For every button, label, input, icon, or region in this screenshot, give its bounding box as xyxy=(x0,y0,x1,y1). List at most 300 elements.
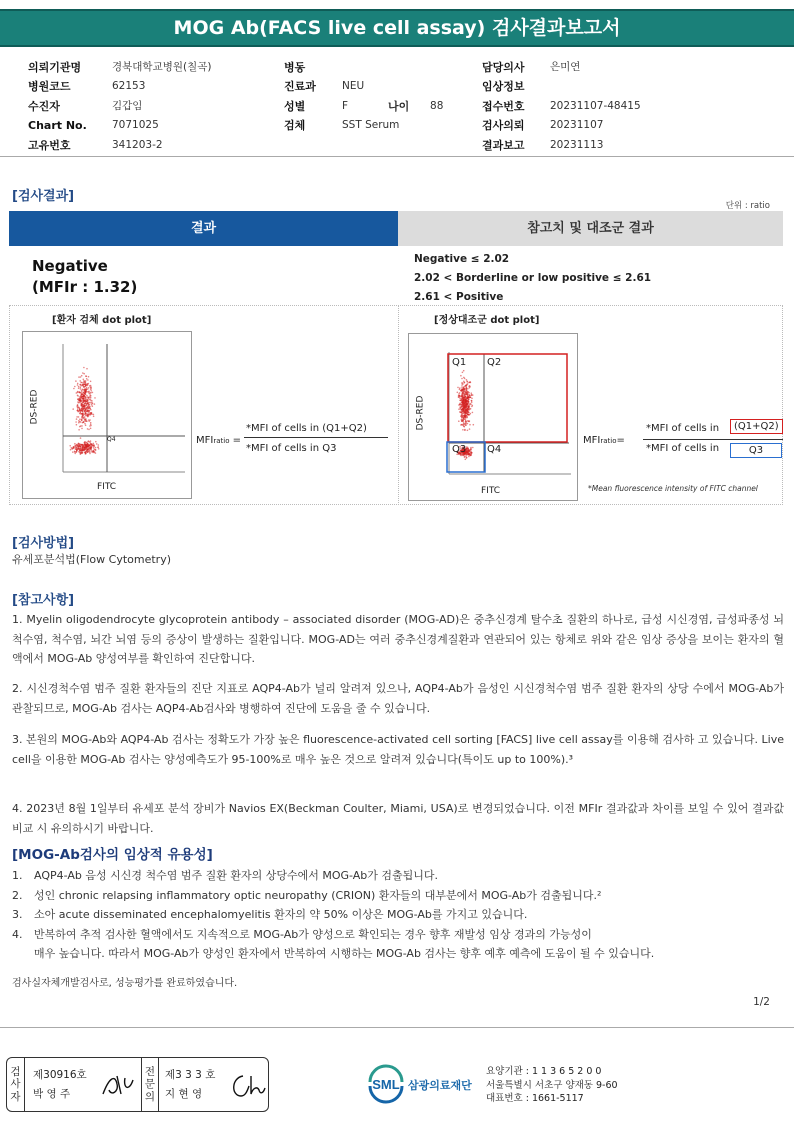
clinical-item: 3. 소아 acute disseminated encephalomyelitis 환자의 약 50% 이상은 MOG-Ab를 가지고 있습니다. xyxy=(12,908,528,921)
dot-point xyxy=(82,384,84,386)
dot-point xyxy=(468,409,470,411)
dot-point xyxy=(79,398,81,400)
dot-point xyxy=(461,406,463,408)
dot-point xyxy=(77,395,79,397)
dot-point xyxy=(74,451,76,453)
age-label: 나이 xyxy=(388,99,410,113)
formula-numerator-prefix: *MFI of cells in xyxy=(646,423,720,434)
dot-point xyxy=(85,391,87,393)
dot-point xyxy=(75,448,77,450)
dot-point xyxy=(95,441,97,443)
dot-point xyxy=(84,383,86,385)
dot-point xyxy=(81,405,83,407)
dot-point xyxy=(467,430,469,432)
dot-point xyxy=(80,388,82,390)
dot-point xyxy=(468,449,470,451)
dot-point xyxy=(467,388,469,390)
dot-point xyxy=(77,410,79,412)
dot-point xyxy=(83,373,85,375)
clinical-item: 1. AQP4-Ab 음성 시신경 척수염 범주 질환 환자의 상당수에서 MOG-Ab가 검출됩니다. xyxy=(12,869,439,882)
dot-point xyxy=(466,412,468,414)
doctor-license: 제3 3 3 호 xyxy=(165,1069,216,1081)
dot-point xyxy=(90,395,92,397)
dot-point xyxy=(85,442,87,444)
dot-point xyxy=(84,418,86,420)
dot-point xyxy=(76,451,78,453)
dot-point xyxy=(462,408,464,410)
dot-point xyxy=(79,450,81,452)
dot-point xyxy=(87,441,89,443)
dot-point xyxy=(93,414,95,416)
method-title: [검사방법] xyxy=(12,536,75,551)
control-dot-plot xyxy=(408,333,578,501)
dot-point xyxy=(81,375,83,377)
dot-point xyxy=(463,406,465,408)
dot-point xyxy=(91,404,93,406)
info-label: 결과보고 xyxy=(482,138,525,152)
dot-point xyxy=(465,459,467,461)
dot-point xyxy=(79,412,81,414)
dot-point xyxy=(90,399,92,401)
dot-point xyxy=(88,429,90,431)
dot-point xyxy=(78,416,80,418)
dot-point xyxy=(88,387,90,389)
dot-point xyxy=(81,403,83,405)
unit-label: 단위 : ratio xyxy=(725,201,770,211)
dot-point xyxy=(76,446,78,448)
dot-point xyxy=(90,409,92,411)
formula-numerator: *MFI of cells in (Q1+Q2) xyxy=(246,423,367,434)
dot-point xyxy=(86,408,88,410)
dot-point xyxy=(460,416,462,418)
quadrant-q3: Q3 xyxy=(452,444,467,455)
dot-point xyxy=(76,392,78,394)
dot-point xyxy=(94,403,96,405)
notes-title: [참고사항] xyxy=(12,593,75,608)
dot-point xyxy=(88,376,90,378)
dot-point xyxy=(88,419,90,421)
report-title: MOG Ab(FACS live cell assay) 검사결과보고서 xyxy=(0,9,794,47)
sml-logo-icon xyxy=(366,1064,406,1104)
dot-point xyxy=(460,408,462,410)
dot-point xyxy=(468,382,470,384)
dot-point xyxy=(77,391,79,393)
ref-line: Negative ≤ 2.02 xyxy=(414,253,510,265)
dot-point xyxy=(471,400,473,402)
info-value: 341203-2 xyxy=(112,138,163,151)
dot-point xyxy=(464,426,466,428)
formula-denominator: *MFI of cells in Q3 xyxy=(246,443,337,454)
org-name: 삼광의료재단 xyxy=(408,1079,472,1092)
quadrant-q2: Q2 xyxy=(487,357,502,368)
dot-point xyxy=(76,424,78,426)
dot-point xyxy=(85,412,87,414)
dot-point xyxy=(458,397,460,399)
dot-point xyxy=(469,406,471,408)
dot-point xyxy=(95,447,97,449)
dot-point xyxy=(467,414,469,416)
dot-point xyxy=(462,429,464,431)
dot-point xyxy=(87,451,89,453)
dot-point xyxy=(90,381,92,383)
dot-point xyxy=(77,404,79,406)
dot-point xyxy=(87,428,89,430)
info-label: Chart No. xyxy=(28,118,87,132)
dot-point xyxy=(78,443,80,445)
patient-scatter-svg xyxy=(23,332,191,498)
dot-point xyxy=(90,402,92,404)
dot-point xyxy=(80,387,82,389)
dot-point xyxy=(469,394,471,396)
dot-point xyxy=(471,398,473,400)
dot-point xyxy=(80,437,82,439)
info-value: 20231107 xyxy=(550,119,604,132)
dot-point xyxy=(461,387,463,389)
doctor-signature-icon xyxy=(227,1070,267,1102)
dot-point xyxy=(463,421,465,423)
x-axis-label: FITC xyxy=(481,486,501,496)
dot-point xyxy=(84,410,86,412)
dot-point xyxy=(90,446,92,448)
y-axis-label: DS-RED xyxy=(29,389,40,425)
dot-point xyxy=(76,418,78,420)
dot-point xyxy=(82,415,84,417)
mfi-sub: ratio xyxy=(600,437,617,445)
dot-point xyxy=(71,447,73,449)
dot-point xyxy=(461,397,463,399)
divider xyxy=(0,1027,794,1028)
clinical-item-cont: 매우 높습니다. 따라서 MOG-Ab가 양성인 환자에서 반복하여 시행하는 MOG-Ab 검사는 향후 예후 예측에 도움이 될 수 있습니다. xyxy=(34,947,655,960)
dot-point xyxy=(82,372,84,374)
info-label: 고유번호 xyxy=(28,138,71,152)
dot-point xyxy=(88,447,90,449)
dot-point xyxy=(94,397,96,399)
patient-dot-plot xyxy=(22,331,192,499)
info-label: 검사의뢰 xyxy=(482,119,525,133)
dot-point xyxy=(88,391,90,393)
dot-point xyxy=(72,408,74,410)
dot-point xyxy=(78,402,80,404)
dot-point xyxy=(470,413,472,415)
dot-point xyxy=(467,397,469,399)
info-value: F xyxy=(342,99,349,112)
note-item: 4. 2023년 8월 1일부터 유세포 분석 장비가 Navios EX(Beckman Coulter, Miami, USA)로 변경되었습니다. 이전 MFIr 결과값과 차이를 보일 수 있어 결과값 비교 시 유의하시기 바랍니다. xyxy=(12,802,784,835)
mfi-text: MFI xyxy=(196,435,214,446)
dot-point xyxy=(97,447,99,449)
dot-point xyxy=(82,449,84,451)
result-value xyxy=(32,256,137,298)
dot-point xyxy=(92,452,94,454)
formula-denominator-prefix: *MFI of cells in xyxy=(646,443,720,454)
info-value: SST Serum xyxy=(342,119,400,132)
doctor-label: 전 문 의 xyxy=(141,1058,159,1111)
dot-point xyxy=(85,405,87,407)
dot-point xyxy=(90,424,92,426)
control-plot-label: [정상대조군 dot plot] xyxy=(434,315,540,326)
dot-point xyxy=(89,425,91,427)
dot-point xyxy=(78,429,80,431)
dot-point xyxy=(79,380,81,382)
dot-point xyxy=(79,418,81,420)
dot-point xyxy=(81,391,83,393)
ref-line: 2.61 < Positive xyxy=(414,291,504,303)
dot-point xyxy=(467,447,469,449)
dot-point xyxy=(84,386,86,388)
dot-point xyxy=(75,380,77,382)
result-line: Negative xyxy=(32,257,108,275)
dot-point xyxy=(462,403,464,405)
dot-point xyxy=(89,385,91,387)
dot-point xyxy=(463,412,465,414)
dot-point xyxy=(77,384,79,386)
dot-point xyxy=(79,392,81,394)
dot-point xyxy=(80,448,82,450)
dot-point xyxy=(82,398,84,400)
result-header: 결과 xyxy=(9,211,398,246)
dot-point xyxy=(458,395,460,397)
dot-point xyxy=(464,456,466,458)
mfi-text: MFI xyxy=(583,435,601,446)
dot-point xyxy=(83,367,85,369)
dot-point xyxy=(461,400,463,402)
reference-ranges xyxy=(414,250,651,307)
dot-point xyxy=(83,422,85,424)
dot-point xyxy=(83,400,85,402)
dot-point xyxy=(87,443,89,445)
formula-denominator-box: Q3 xyxy=(730,443,782,458)
info-value: 김갑임 xyxy=(112,100,143,113)
info-mid-block xyxy=(284,57,443,135)
dot-point xyxy=(471,395,473,397)
info-value: 20231113 xyxy=(550,138,604,151)
dot-point xyxy=(85,382,87,384)
dot-point xyxy=(472,447,474,449)
org-info xyxy=(486,1065,618,1106)
info-value: 20231107-48415 xyxy=(550,99,641,112)
ref-line: 2.02 < Borderline or low positive ≤ 2.61 xyxy=(414,272,652,284)
info-label: 접수번호 xyxy=(482,99,525,113)
dot-point xyxy=(461,417,463,419)
dot-point xyxy=(91,447,93,449)
dot-point xyxy=(463,387,465,389)
dot-point xyxy=(87,379,89,381)
dot-point xyxy=(79,410,81,412)
dot-point xyxy=(467,394,469,396)
dot-point xyxy=(462,392,464,394)
dot-point xyxy=(83,392,85,394)
dot-point xyxy=(93,450,95,452)
dot-point xyxy=(93,445,95,447)
dot-point xyxy=(460,424,462,426)
result-mfir: (MFIr : 1.32) xyxy=(32,278,138,296)
result-section-title: [검사결과] xyxy=(12,189,75,204)
dot-point xyxy=(70,449,72,451)
dot-point xyxy=(465,421,467,423)
dot-point xyxy=(86,385,88,387)
dot-point xyxy=(467,423,469,425)
dot-point xyxy=(467,408,469,410)
dot-point xyxy=(461,382,463,384)
dot-point xyxy=(79,396,81,398)
dot-point xyxy=(74,453,76,455)
dot-point xyxy=(93,443,95,445)
dot-point xyxy=(86,411,88,413)
dot-point xyxy=(461,385,463,387)
dot-point xyxy=(464,382,466,384)
org-line: 서울특별시 서초구 양재동 9-60 xyxy=(486,1079,618,1091)
dot-point xyxy=(93,416,95,418)
info-value: 경북대학교병원(칠곡) xyxy=(112,61,212,74)
dot-point xyxy=(86,401,88,403)
dot-point xyxy=(86,368,88,370)
x-axis-label: FITC xyxy=(97,482,117,492)
dot-point xyxy=(96,443,98,445)
dot-point xyxy=(89,402,91,404)
dot-point xyxy=(84,403,86,405)
dot-point xyxy=(75,421,77,423)
dot-point xyxy=(84,449,86,451)
dot-point xyxy=(466,379,468,381)
dot-point xyxy=(465,419,467,421)
dot-point xyxy=(90,386,92,388)
dot-point xyxy=(470,382,472,384)
dot-point xyxy=(75,446,77,448)
dot-point xyxy=(466,417,468,419)
dot-point xyxy=(82,444,84,446)
dot-point xyxy=(467,403,469,405)
dot-point xyxy=(467,451,469,453)
dot-point xyxy=(81,413,83,415)
tester-license: 제30916호 xyxy=(33,1069,87,1081)
logo-text: SML xyxy=(372,1077,400,1092)
dot-point xyxy=(84,390,86,392)
dot-point xyxy=(461,378,463,380)
info-label: 병동 xyxy=(284,60,306,74)
dot-point xyxy=(459,406,461,408)
quadrant-q4: Q4 xyxy=(107,436,116,443)
dot-point xyxy=(85,425,87,427)
dot-point xyxy=(86,376,88,378)
dev-note: 검사실자체개발검사로, 성능평가를 완료하였습니다. xyxy=(12,978,238,989)
dot-point xyxy=(83,379,85,381)
panel-divider xyxy=(398,305,399,505)
dot-point xyxy=(82,407,84,409)
y-axis-label: DS-RED xyxy=(415,395,426,431)
dot-point xyxy=(92,403,94,405)
dot-point xyxy=(461,394,463,396)
info-value: 62153 xyxy=(112,80,146,93)
dot-point xyxy=(88,393,90,395)
dot-point xyxy=(469,424,471,426)
dot-point xyxy=(79,452,81,454)
tester-name: 박 영 주 xyxy=(33,1088,71,1100)
dot-point xyxy=(460,375,462,377)
dot-point xyxy=(91,400,93,402)
mfi-ratio-label: MFIratio= xyxy=(583,435,625,446)
dot-point xyxy=(90,412,92,414)
dot-point xyxy=(466,401,468,403)
dot-point xyxy=(464,402,466,404)
dot-point xyxy=(469,386,471,388)
patient-plot-label: [환자 검체 dot plot] xyxy=(52,315,152,326)
info-value: 은미연 xyxy=(550,61,581,74)
dot-point xyxy=(84,408,86,410)
dot-point xyxy=(461,419,463,421)
dot-point xyxy=(88,397,90,399)
dot-point xyxy=(468,397,470,399)
dot-point xyxy=(462,411,464,413)
dot-point xyxy=(469,454,471,456)
info-label: 의뢰기관명 xyxy=(28,60,82,74)
dot-point xyxy=(78,446,80,448)
dot-point xyxy=(462,390,464,392)
dot-point xyxy=(85,394,87,396)
dot-point xyxy=(468,456,470,458)
dot-point xyxy=(464,378,466,380)
dot-point xyxy=(87,415,89,417)
dot-point xyxy=(463,400,465,402)
dot-point xyxy=(471,406,473,408)
dot-point xyxy=(84,423,86,425)
dot-point xyxy=(92,405,94,407)
dot-point xyxy=(80,385,82,387)
dot-point xyxy=(79,426,81,428)
dot-point xyxy=(77,408,79,410)
dot-point xyxy=(471,392,473,394)
dot-point xyxy=(457,392,459,394)
dot-point xyxy=(464,393,466,395)
dot-point xyxy=(466,404,468,406)
dot-point xyxy=(86,413,88,415)
dot-point xyxy=(468,401,470,403)
info-label: 임상정보 xyxy=(482,80,525,94)
dot-point xyxy=(465,390,467,392)
dot-point xyxy=(85,398,87,400)
clinical-title: [MOG-Ab검사의 임상적 유용성] xyxy=(12,847,213,863)
org-line: 요양기관 : 1 1 3 6 5 2 0 0 xyxy=(486,1066,602,1077)
dot-point xyxy=(89,410,91,412)
dot-point xyxy=(458,404,460,406)
dot-point xyxy=(88,399,90,401)
dot-point xyxy=(83,382,85,384)
dot-point xyxy=(82,389,84,391)
dot-point xyxy=(90,390,92,392)
dot-point xyxy=(466,457,468,459)
dot-point xyxy=(81,382,83,384)
tester-label: 검 사 자 xyxy=(7,1058,25,1111)
page-number: 1/2 xyxy=(753,996,770,1008)
dot-point xyxy=(78,420,80,422)
dot-point xyxy=(81,393,83,395)
dot-point xyxy=(86,387,88,389)
dot-point xyxy=(72,451,74,453)
dot-point xyxy=(73,388,75,390)
dot-point xyxy=(470,449,472,451)
quadrant-q1: Q1 xyxy=(452,357,467,368)
dot-point xyxy=(90,428,92,430)
dot-point xyxy=(82,411,84,413)
dot-point xyxy=(80,446,82,448)
info-value: NEU xyxy=(342,80,365,93)
method-text: 유세포분석법(Flow Cytometry) xyxy=(12,553,172,566)
clinical-list xyxy=(12,866,787,964)
dot-point xyxy=(466,410,468,412)
mfi-ratio-label: MFIratio = xyxy=(196,435,242,446)
info-left-block xyxy=(28,57,211,155)
dot-point xyxy=(76,416,78,418)
quadrant-q4: Q4 xyxy=(487,444,502,455)
mfi-footnote: *Mean fluorescence intensity of FITC channel xyxy=(588,484,758,493)
